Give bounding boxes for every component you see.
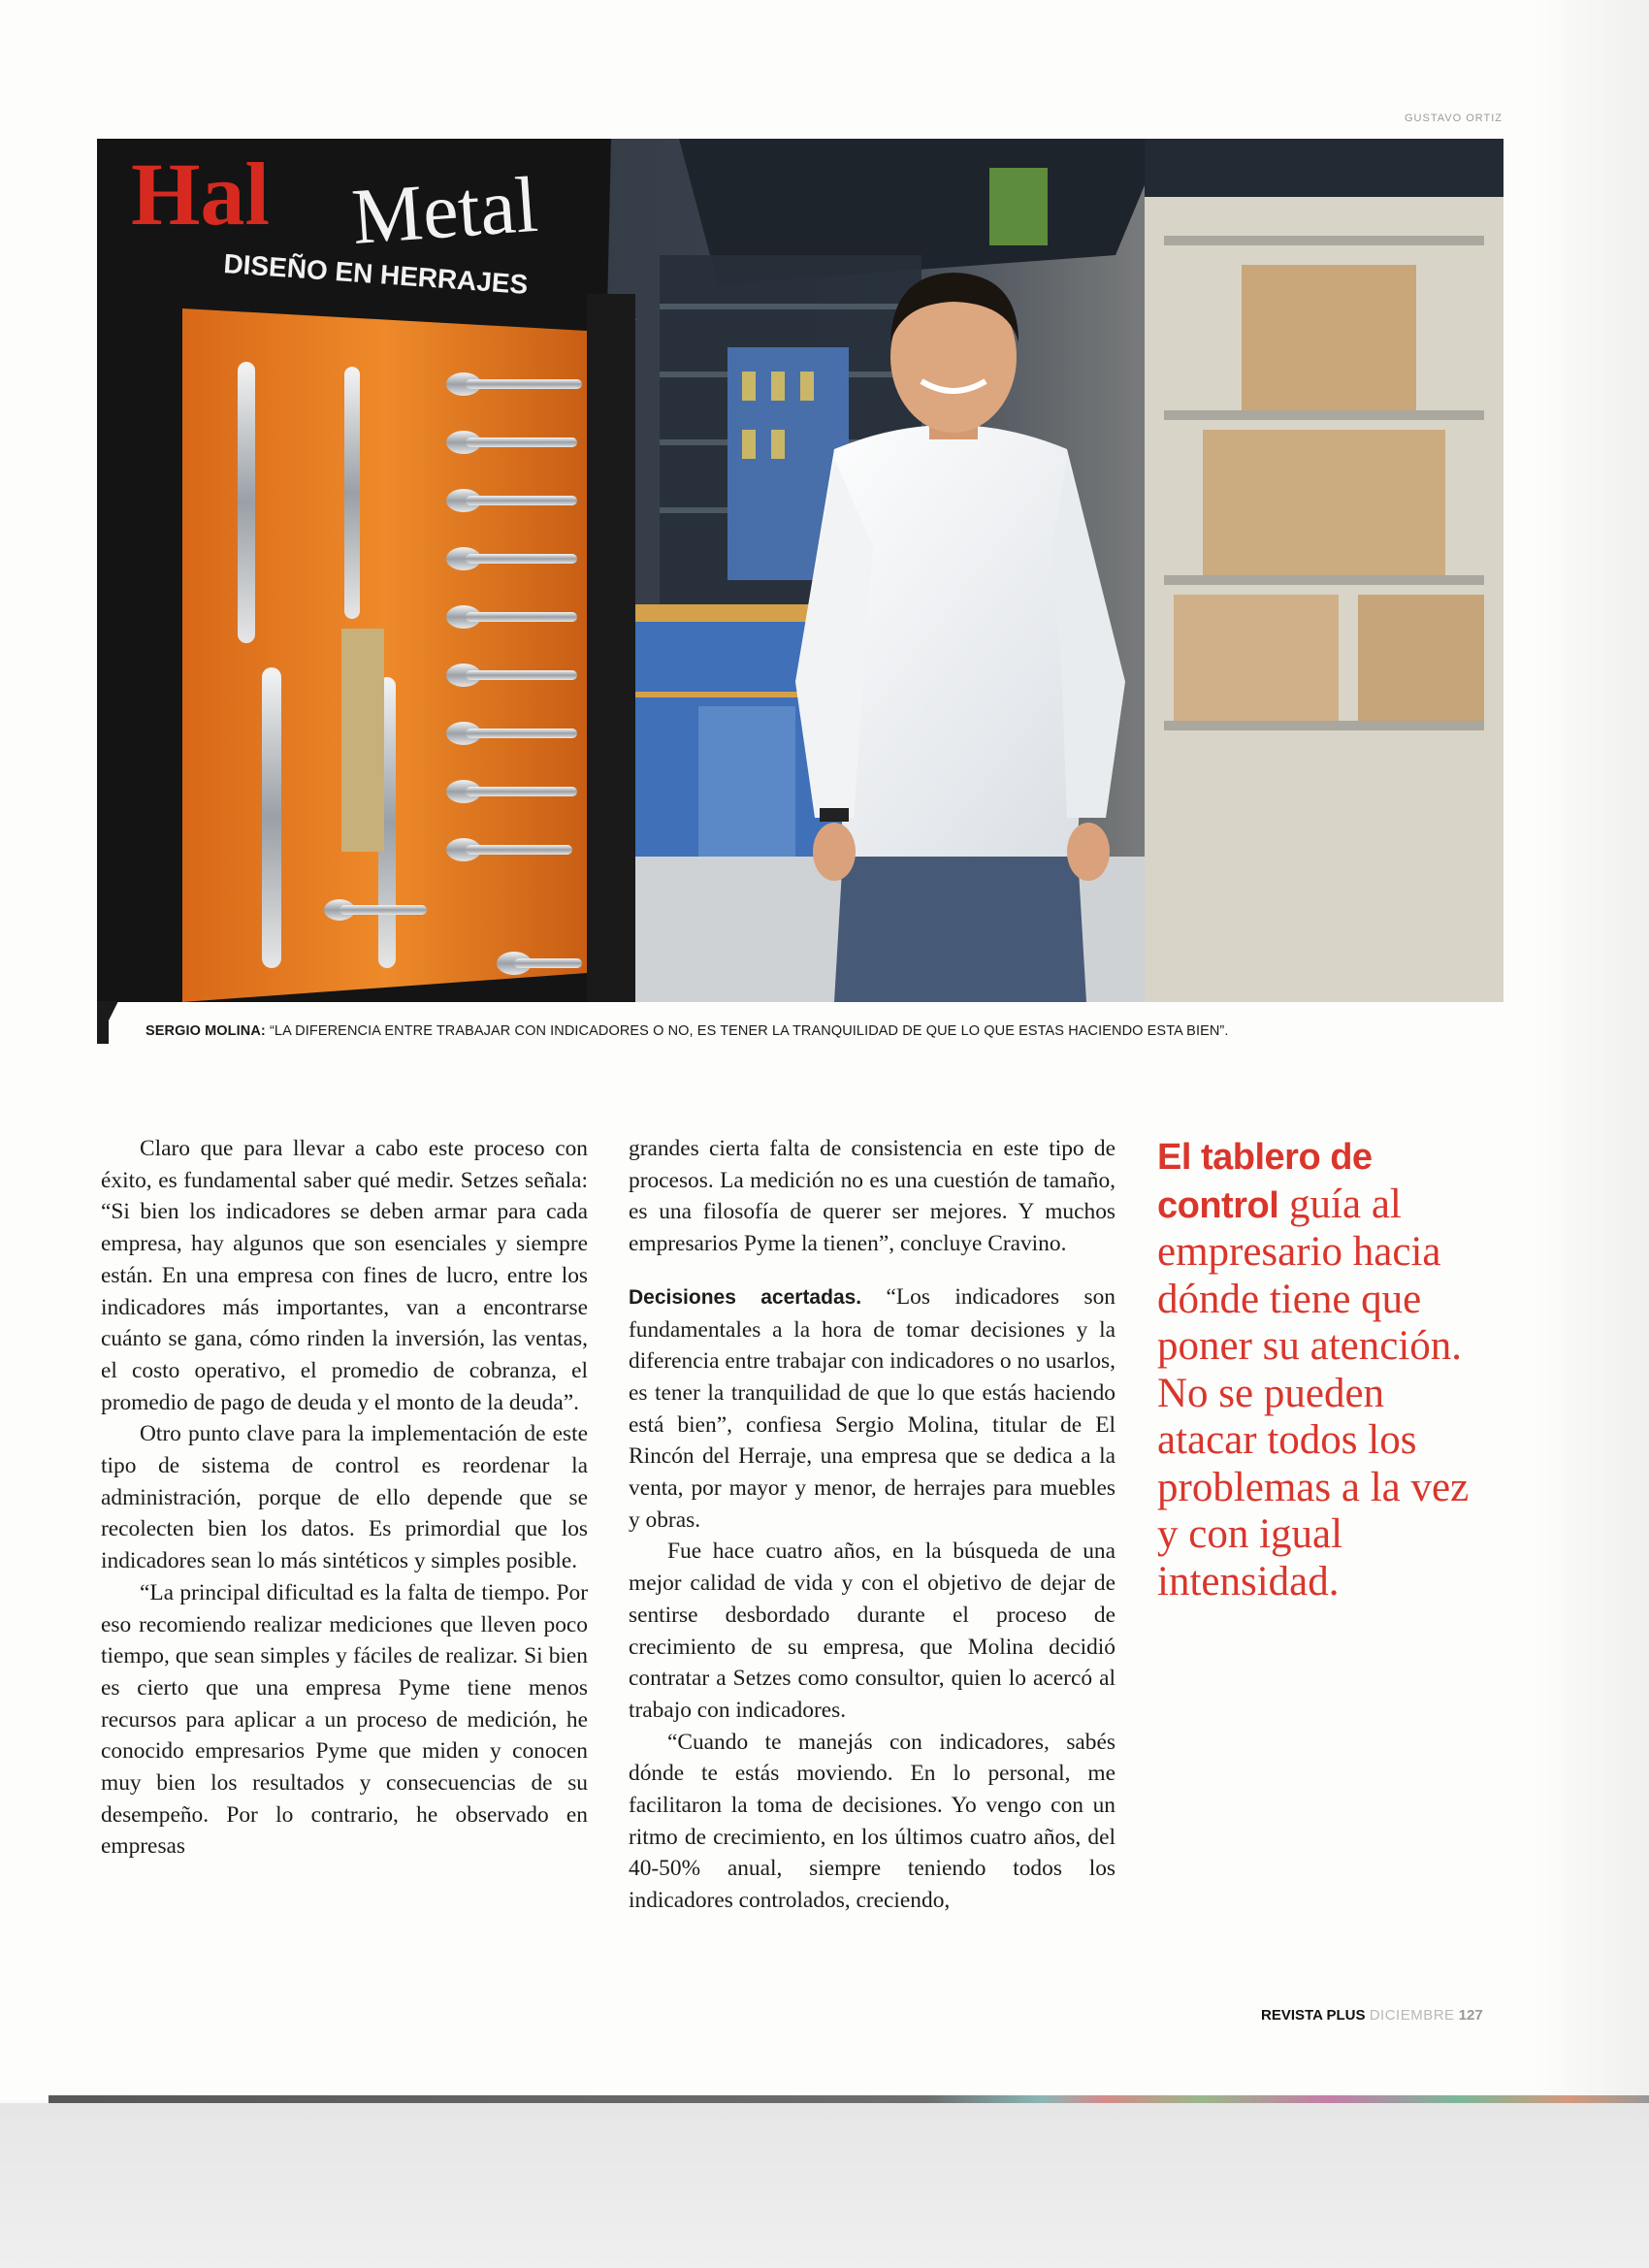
paragraph: Otro punto clave para la implementación de este tipo de sistema de control es reordenar la administración, porque de ello depende que se recolecten bien los datos. Es primordial que los indicadores sean lo más sintéticos y simples posible. (101, 1421, 588, 1574)
magazine-name: REVISTA PLUS (1261, 2007, 1366, 2024)
article-column-1 (101, 1133, 588, 1863)
paragraph: “Cuando te manejás con indicadores, sabés dónde te estás moviendo. En lo personal, me facilitaron la toma de decisiones. Yo vengo con un ritmo de crecimiento, en los últimos cuatro años, del 40-50% anual, siempre teniendo todos los indicadores controlados, creciendo, (629, 1729, 1116, 1914)
caption-marker-triangle (97, 1001, 118, 1044)
pull-quote-bold: El tablero de control (1157, 1137, 1373, 1226)
article-column-2 (629, 1133, 1116, 1917)
section-subhead: Decisiones acertadas. (629, 1285, 862, 1309)
photo-caption (146, 1023, 1229, 1039)
page-footer (1261, 2007, 1483, 2024)
paragraph: Claro que para llevar a cabo este proceso con éxito, es fundamental saber qué medir. Setzes señala: “Si bien los indicadores se deben armar para cada empresa, hay algunos que son esenciales y siempre están. En una empresa con fines de lucro, entre los indicadores más importantes, van a encontrarse cuánto se gana, cómo rinden la inversión, las ventas, el costo operativo, el promedio de cobranza, el promedio de pago de deuda y el monto de la deuda”. (101, 1136, 588, 1415)
photo-credit: GUSTAVO ORTIZ (1405, 113, 1504, 124)
paragraph: Fue hace cuatro años, en la búsqueda de una mejor calidad de vida y con el objetivo de dejar de sentirse desbordado durante el proceso de crecimiento de su empresa, que Molina decidió contratar a Setzes como consultor, quien lo acercó al trabajo con indicadores. (629, 1539, 1116, 1723)
page-edge-shadow (1533, 0, 1649, 2100)
subhead-paragraph-text: “Los indicadores son fundamentales a la hora de tomar decisiones y la diferencia entre trabajar con indicadores o no usarlos, es tener la tranquilidad de que lo que estás haciendo está bien”, confiesa Sergio Molina, titular de El Rincón del Herraje, una empresa que se dedica a la venta, por mayor y menor, de herrajes para muebles y obras. (629, 1283, 1116, 1533)
sign-brand-red: Hal (131, 145, 271, 243)
sign-tagline: DISEÑO EN HERRAJES (222, 248, 530, 300)
pull-quote (1157, 1133, 1477, 1605)
paragraph: grandes cierta falta de consistencia en este tipo de procesos. La medición no es una cuestión de tamaño, es una filosofía de querer ser mejores. Y muchos empresarios Pyme la tienen”, concluye Cravino. (629, 1136, 1116, 1257)
paragraph: “La principal dificultad es la falta de tiempo. Por eso recomiendo realizar mediciones que lleven poco tiempo, que sean simples y fáciles de realizar. Si bien es cierto que una empresa Pyme tiene menos recursos para aplicar a un proceso de medición, he conocido empresarios Pyme que miden y conocen muy bien los resultados y consecuencias de su desempeño. Por lo contrario, he observado en empresas (101, 1579, 588, 1860)
issue-month: DICIEMBRE (1369, 2007, 1455, 2024)
caption-speaker: SERGIO MOLINA: (146, 1023, 266, 1039)
feature-photo (97, 139, 1504, 1002)
paragraph-with-subhead (629, 1281, 1116, 1537)
scan-edge-strip (48, 2095, 1649, 2103)
sign-brand-white: Metal (348, 159, 541, 261)
caption-quote: “LA DIFERENCIA ENTRE TRABAJAR CON INDICADORES O NO, ES TENER LA TRANQUILIDAD DE QUE LO QUE ESTAS HACIENDO ESTA BIEN”. (269, 1023, 1229, 1039)
page-number: 127 (1458, 2007, 1483, 2024)
pull-quote-text: guía al empresario hacia dónde tiene que poner su atención. No se pueden atacar todos los problemas a la vez y con igual intensidad. (1157, 1181, 1470, 1604)
scan-background (0, 2103, 1649, 2268)
